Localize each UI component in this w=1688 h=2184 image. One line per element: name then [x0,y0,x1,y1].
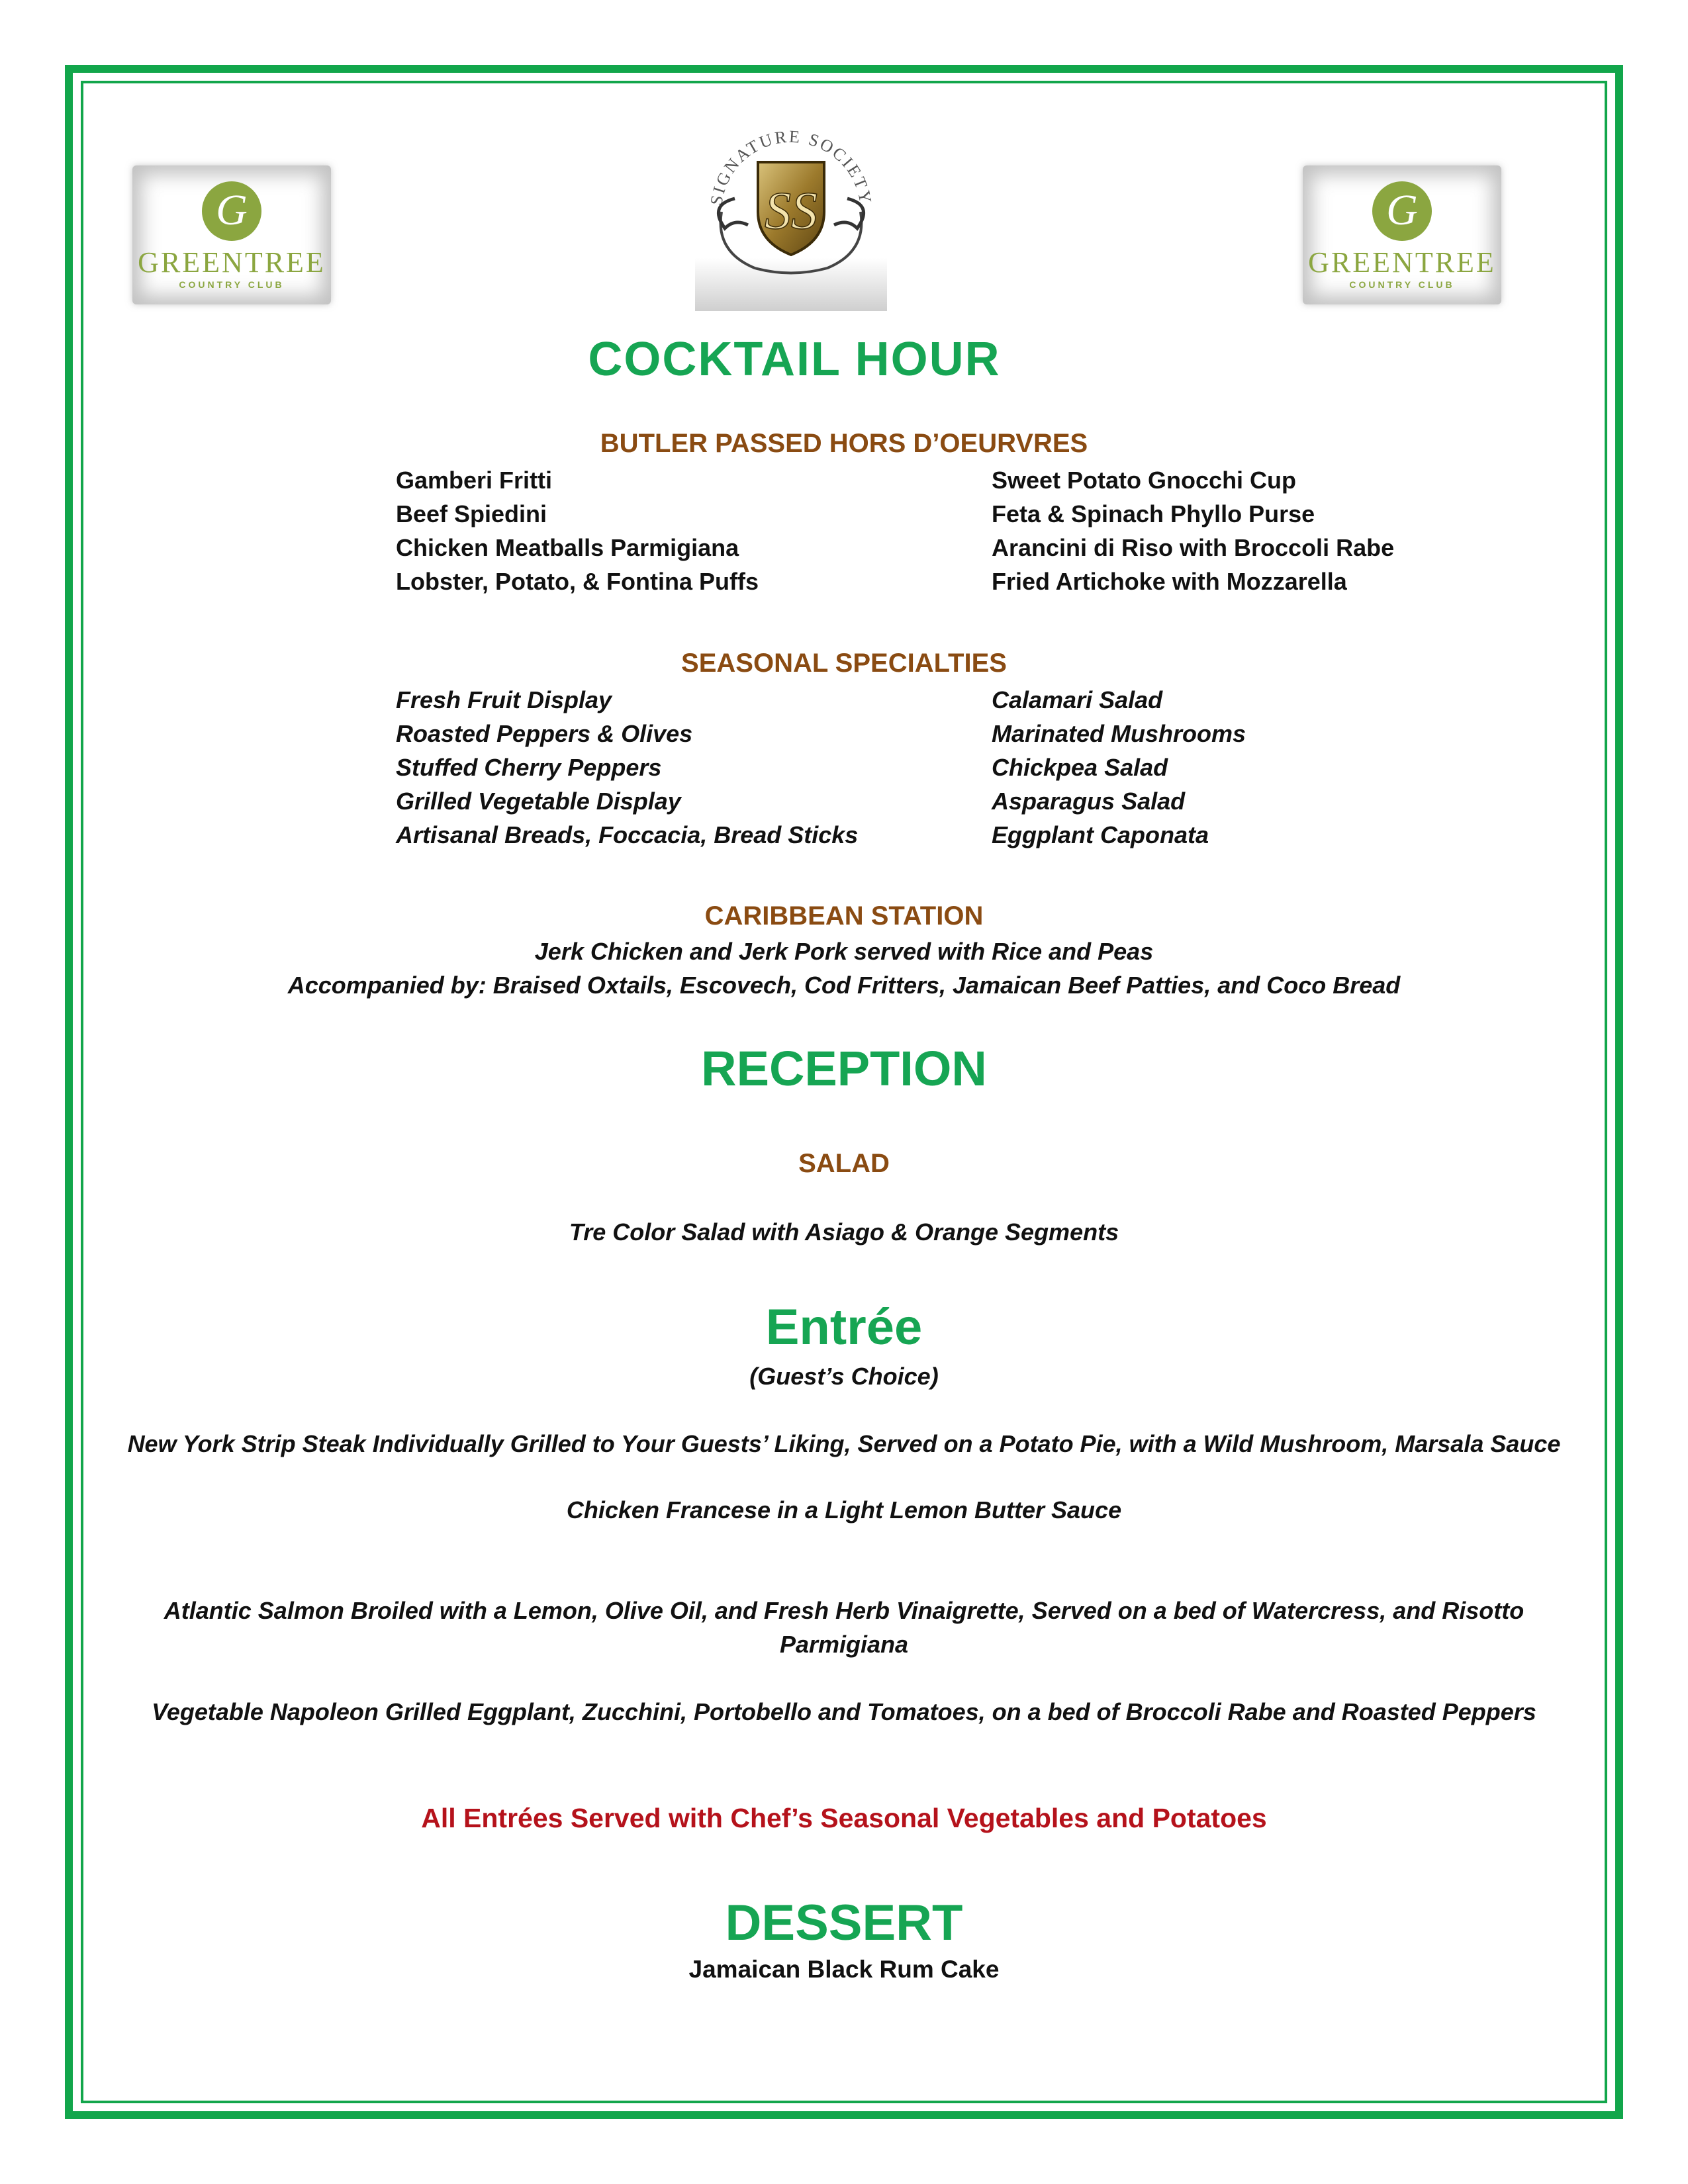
list-item: Gamberi Fritti [396,467,553,494]
entree-item: Atlantic Salmon Broiled with a Lemon, Olive Oil, and Fresh Herb Vinaigrette, Served on a bed of Watercress, and Risotto [164,1597,1524,1624]
entree-item-continued: Parmigiana [779,1631,909,1658]
list-item: Roasted Peppers & Olives [396,720,693,747]
greentree-name: GREENTREE [1308,246,1496,279]
list-item: Asparagus Salad [992,788,1186,815]
list-item: Sweet Potato Gnocchi Cup [992,467,1297,494]
dessert-title: DESSERT [725,1895,963,1951]
list-item: Chickpea Salad [992,754,1168,781]
salad-heading: SALAD [798,1149,890,1178]
cocktail-hour-title: COCKTAIL HOUR [588,333,1001,386]
caribbean-heading: CARIBBEAN STATION [704,901,984,931]
greentree-sub: COUNTRY CLUB [1349,279,1455,290]
greentree-logo-left [132,165,331,304]
list-item: Fried Artichoke with Mozzarella [992,568,1347,595]
salad-item: Tre Color Salad with Asiago & Orange Segments [569,1218,1119,1246]
list-item: Marinated Mushrooms [992,720,1246,747]
butler-left-list [396,463,759,598]
list-item: Chicken Meatballs Parmigiana [396,534,739,561]
seasonal-right-list [992,683,1246,852]
list-item: Feta & Spinach Phyllo Purse [992,500,1315,527]
greentree-monogram: G [202,181,261,241]
crest-monogram: SS [765,182,818,240]
butler-right-list [992,463,1394,598]
list-item: Beef Spiedini [396,500,547,527]
greentree-logo-right [1303,165,1501,304]
seasonal-heading: SEASONAL SPECIALTIES [681,649,1007,678]
entree-item: Vegetable Napoleon Grilled Eggplant, Zucchini, Portobello and Tomatoes, on a bed of Broccoli Rabe and Roasted Peppers [152,1698,1536,1725]
butler-heading: BUTLER PASSED HORS D’OEURVRES [600,429,1088,458]
entree-note: All Entrées Served with Chef’s Seasonal Vegetables and Potatoes [421,1803,1267,1833]
caribbean-line-2: Accompanied by: Braised Oxtails, Escovech, Cod Fritters, Jamaican Beef Patties, and Coco Bread [287,972,1401,999]
list-item: Artisanal Breads, Foccacia, Bread Sticks [396,821,859,848]
list-item: Grilled Vegetable Display [396,788,681,815]
list-item: Fresh Fruit Display [396,686,612,713]
caribbean-line-1: Jerk Chicken and Jerk Pork served with Rice and Peas [534,938,1154,965]
seasonal-left-list [396,683,858,852]
entree-title: Entrée [765,1299,923,1355]
list-item: Arancini di Riso with Broccoli Rabe [992,534,1395,561]
entree-subtitle: (Guest’s Choice) [749,1363,939,1390]
signature-society-crest-icon [695,113,887,311]
list-item: Lobster, Potato, & Fontina Puffs [396,568,759,595]
entree-item: Chicken Francese in a Light Lemon Butter Sauce [566,1496,1122,1524]
list-item: Calamari Salad [992,686,1163,713]
list-item: Stuffed Cherry Peppers [396,754,662,781]
greentree-sub: COUNTRY CLUB [179,279,285,290]
entree-item: New York Strip Steak Individually Grilled to Your Guests’ Liking, Served on a Potato Pie, with a Wild Mushroom, Marsala Sauce [127,1430,1561,1457]
signature-society-logo [695,113,887,311]
greentree-monogram: G [1372,181,1432,241]
dessert-item: Jamaican Black Rum Cake [688,1956,1000,1983]
reception-title: RECEPTION [701,1041,987,1096]
greentree-name: GREENTREE [138,246,326,279]
list-item: Eggplant Caponata [992,821,1209,848]
crest-ring-text: SIGNATURE SOCIETY [706,126,876,207]
